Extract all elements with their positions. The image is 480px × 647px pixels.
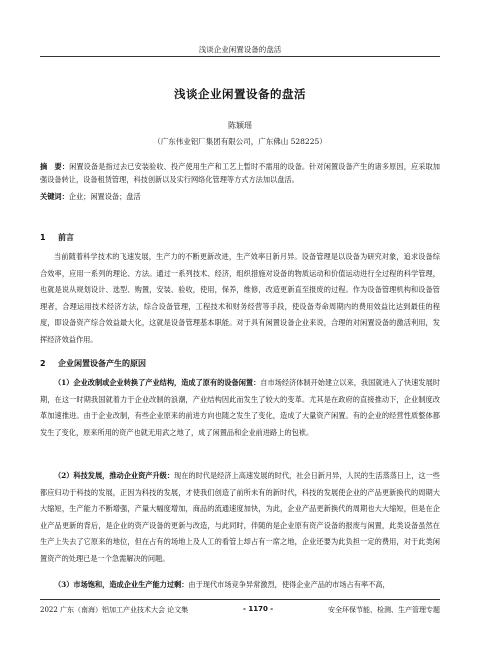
paragraph-subheading: （1）企业改制或企业转换了产业结构，造成了原有的设备闲置： [54, 378, 261, 387]
footer-topic: 安全环保节能、检测、生产管理专题 [328, 606, 440, 614]
keywords [40, 190, 440, 203]
author-name: 陈颖瑶 [228, 121, 252, 130]
paragraph-text: 现在的时代是经济上高速发展的时代，社会日新月异，人民的生活蒸蒸日上，这一些都应归功于科技的发展，正因为科技的发展，才使我们创造了前所未有的新时代，科技的发展使企业的产品更新换代的周期大大缩短，生产能力不断增强，产量大幅度增加，商品的流通速度加快，为此，企业产品更新换代的周期也大大缩短，但是在企业产品更新的背后，是企业的资产设备的更新与改造，与此同时，伴随的是企业原有资产设备的报废与闲置，此类设备虽然在生产上失去了它原来的地位，但在占有的场地上及人工的看管上却占有一席之地，企业还要为此负担一定的费用，对于此类闲置资产的处理已是一个急需解决的问题。 [40, 471, 440, 563]
paragraph [40, 375, 440, 441]
section-title: 前言 [58, 233, 74, 242]
author-affiliation: （广东伟业铝厂集团有限公司，广东佛山 528225） [153, 137, 327, 146]
abstract-label: 摘 要： [40, 162, 70, 171]
running-head: 浅谈企业闲置设备的盘活 [198, 45, 282, 54]
section-heading-1 [40, 232, 74, 243]
page-number: - 1170 - [243, 605, 274, 613]
paper-title: 浅谈企业闲置设备的盘活 [174, 87, 306, 101]
paragraph-text: 由于现代市场竞争异常激烈，使得企业产品的市场占有率不高， [188, 580, 390, 589]
abstract [40, 160, 440, 186]
section-title: 企业闲置设备产生的原因 [58, 359, 146, 368]
section-number: 1 [40, 233, 46, 242]
paragraph [40, 577, 440, 594]
keywords-text: 企业；闲置设备；盘活 [68, 192, 141, 201]
paragraph-subheading: （2）科技发展，推动企业资产升级： [54, 471, 175, 480]
abstract-text: 闲置设备是指过去已安装验收、投产使用生产和工艺上暂时不需用的设备。针对闲置设备产生的诸多原因，应采取加强设备转让，设备租赁管理，科技创新以及实行网络化管理等方式方法加以盘活。 [40, 162, 440, 184]
footer-proceedings: 2022 广东（南海）铝加工产业技术大会 论文集 [40, 606, 189, 614]
paragraph-subheading: （3）市场饱和，造成企业生产能力过剩： [54, 580, 189, 589]
section-heading-2 [40, 358, 146, 369]
header-rule [40, 56, 440, 57]
paragraph-text: 自市场经济体制开始建立以来，我国就进入了快速发展时期，在这一时期我国就着力于企业改制的浪潮，产业结构因此而发生了较大的变革。尤其是在政府的直接推动下，企业制度改革加速推进。由于企业改制，有些企业原来的前进方向也随之发生了变化，造成了大量资产闲置。有的企业的经营性质整体都发生了变化，原来所用的资产也就无用武之地了，成了闲置品和企业前进路上的包袱。 [40, 378, 440, 437]
paragraph-text: 当前随着科学技术的飞速发展，生产力的不断更新改进，生产效率日新月异。设备管理是以设备为研究对象，追求设备综合效率，应用一系列的理论、方法。通过一系列技术、经济，组织措施对设备的物质运动和价值运动进行全过程的科学管理，也就是说从规划设计、选型、购置，安装、验收，使用，保养，维修，改造更新直至报废的过程。作为设备管理机构和设备管理者，合理运用技术经济方法，综合设备管理，工程技术和财务经营等手段，使设备寿命周期内的费用效益比达到最佳的程度，即设备资产综合效益最大化，这就是设备管理基本职能。对于具有闲置设备企业来说，合理的对闲置设备的激活利用，发挥经济效益作用。 [40, 252, 440, 344]
footer-rule [40, 599, 440, 600]
section-number: 2 [40, 359, 46, 368]
keywords-label: 关键词： [40, 192, 69, 201]
paragraph [40, 249, 440, 349]
page-footer [40, 605, 440, 615]
paragraph [40, 468, 440, 568]
